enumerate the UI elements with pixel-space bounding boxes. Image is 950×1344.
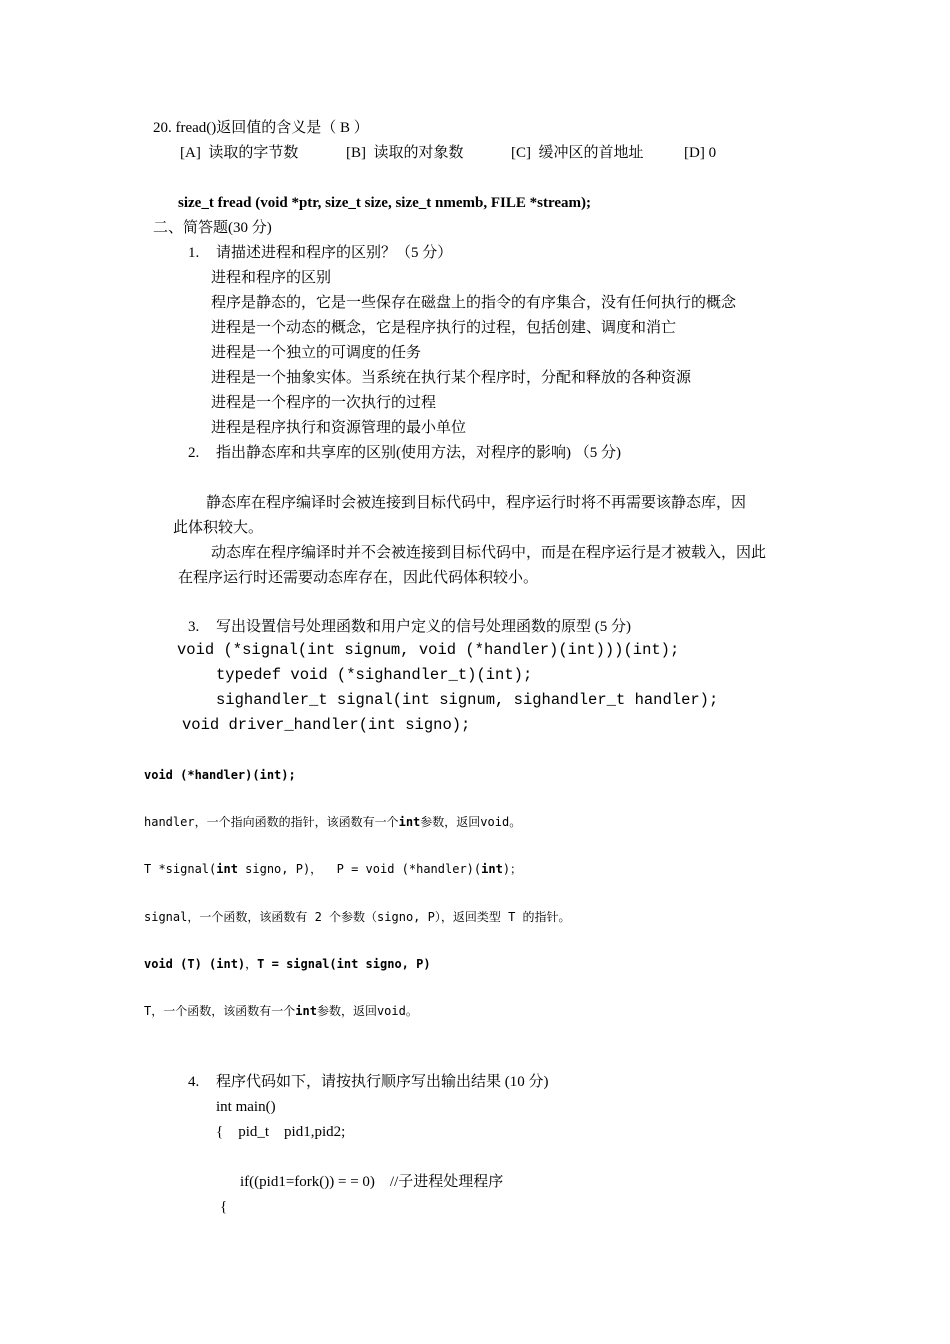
q1-answer-line: 进程是一个动态的概念，它是程序执行的过程，包括创建、调度和消亡 (211, 320, 677, 336)
q1-answer-line: 进程是一个抽象实体。当系统在执行某个程序时，分配和释放的各种资源 (211, 370, 692, 386)
q2-answer-line: 在程序运行时还需要动态库存在，因此代码体积较小。 (178, 570, 539, 586)
fread-prototype: size_t fread (void *ptr, size_t size, size_t nmemb, FILE *stream); (178, 195, 591, 211)
q3-code-line: void driver_handler(int signo); (182, 716, 471, 734)
q20-option-c: [C] 缓冲区的首地址 (511, 145, 644, 161)
note-signal-desc: signal，一个函数，该函数有 2 个参数（signo, P），返回类型 T 的指针。 (144, 910, 571, 924)
q4-code-line: { (220, 1199, 228, 1215)
section-heading: 二、简答题(30 分) (153, 220, 272, 236)
q3-question: 写出设置信号处理函数和用户定义的信号处理函数的原型 (5 分) (216, 619, 631, 635)
q4-number: 4. (188, 1074, 200, 1090)
q3-code-line: void (*signal(int signum, void (*handler)(int)))(int); (177, 641, 680, 659)
q20-option-b: [B] 读取的对象数 (346, 145, 464, 161)
note-signal-form: T *signal(int signo, P)， P = void (*handler)(int)； (144, 862, 523, 876)
note-handler-decl: void (*handler)(int); (144, 768, 296, 782)
q2-number: 2. (188, 445, 200, 461)
q1-answer-line: 进程是一个独立的可调度的任务 (211, 345, 422, 361)
q4-question: 程序代码如下，请按执行顺序写出输出结果 (10 分) (216, 1074, 549, 1090)
q20-question: 20. fread()返回值的含义是（ B ） (153, 120, 369, 136)
q3-code-line: typedef void (*sighandler_t)(int); (216, 666, 533, 684)
q1-answer-line: 进程和程序的区别 (211, 270, 332, 286)
q2-answer-line: 动态库在程序编译时并不会被连接到目标代码中，而是在程序运行是才被载入，因此 (211, 545, 767, 561)
q4-code-line: if((pid1=fork()) = = 0) //子进程处理程序 (240, 1174, 504, 1190)
q1-answer-line: 进程是一个程序的一次执行的过程 (211, 395, 437, 411)
q3-code-line: sighandler_t signal(int signum, sighandler_t handler); (216, 691, 719, 709)
q1-answer-line: 进程是程序执行和资源管理的最小单位 (211, 420, 467, 436)
note-t-decl: void (T) (int)，T = signal(int signo, P) (144, 957, 431, 971)
q20-option-a: [A] 读取的字节数 (180, 145, 299, 161)
q1-question: 请描述进程和程序的区别？（5 分） (216, 245, 453, 261)
q1-number: 1. (188, 245, 200, 261)
note-handler-desc: handler，一个指向函数的指针，该函数有一个int参数，返回void。 (144, 815, 522, 829)
q4-code-line: { pid_t pid1,pid2; (216, 1124, 346, 1140)
q4-code-line: int main() (216, 1099, 276, 1115)
q2-answer-line: 此体积较大。 (173, 520, 264, 536)
q1-answer-line: 程序是静态的，它是一些保存在磁盘上的指令的有序集合，没有任何执行的概念 (211, 295, 737, 311)
q3-number: 3. (188, 619, 200, 635)
q2-question: 指出静态库和共享库的区别(使用方法，对程序的影响) （5 分) (216, 445, 621, 461)
note-t-desc: T，一个函数，该函数有一个int参数，返回void。 (144, 1004, 418, 1018)
q20-option-d: [D] 0 (684, 145, 717, 161)
q2-answer-line: 静态库在程序编译时会被连接到目标代码中，程序运行时将不再需要该静态库，因 (206, 495, 747, 511)
